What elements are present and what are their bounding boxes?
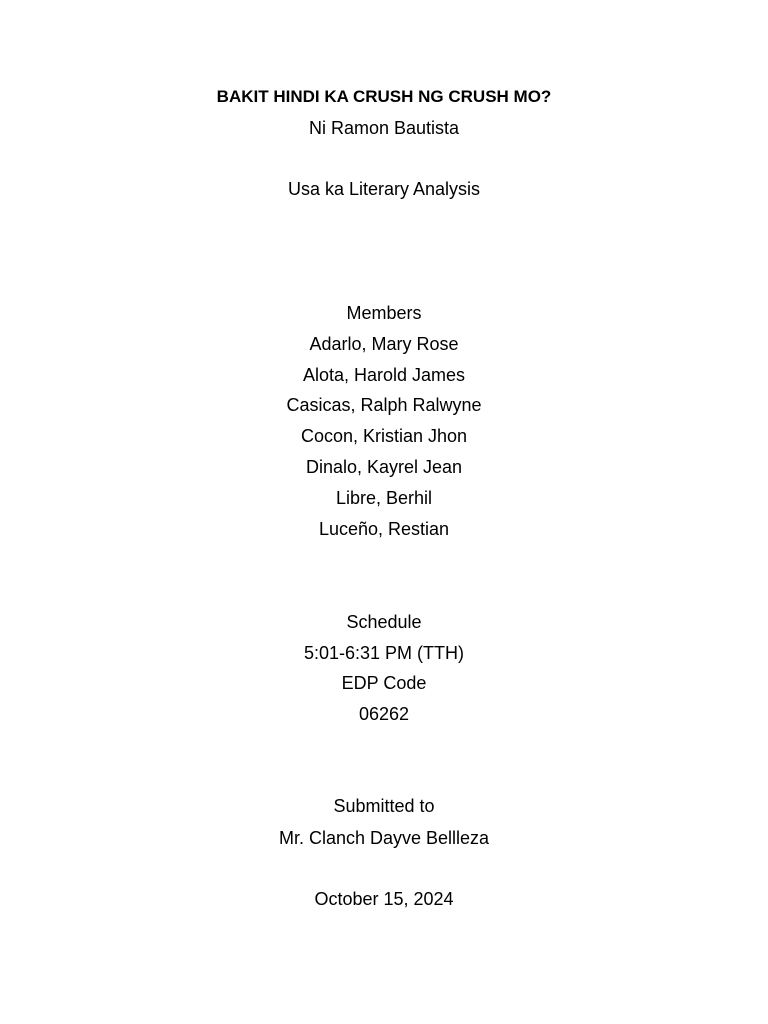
member-name: Dinalo, Kayrel Jean [305, 457, 463, 477]
document-title: BAKIT HINDI KA CRUSH NG CRUSH MO? [216, 87, 552, 106]
member-name: Libre, Berhil [335, 488, 433, 508]
submitted-to-heading: Submitted to [333, 796, 435, 816]
submitted-to-name: Mr. Clanch Dayve Bellleza [278, 828, 490, 848]
member-name: Luceño, Restian [318, 519, 450, 539]
edp-code-value: 06262 [358, 704, 410, 724]
member-name: Cocon, Kristian Jhon [300, 426, 468, 446]
schedule-time: 5:01-6:31 PM (TTH) [303, 643, 465, 663]
submission-date: October 15, 2024 [314, 889, 454, 909]
member-name: Adarlo, Mary Rose [309, 334, 459, 354]
document-subtitle: Usa ka Literary Analysis [287, 179, 481, 199]
schedule-heading: Schedule [346, 612, 422, 632]
edp-code-label: EDP Code [341, 673, 427, 693]
author-line: Ni Ramon Bautista [308, 118, 460, 138]
member-name: Alota, Harold James [302, 365, 466, 385]
members-heading: Members [346, 303, 422, 323]
member-name: Casicas, Ralph Ralwyne [286, 395, 482, 415]
